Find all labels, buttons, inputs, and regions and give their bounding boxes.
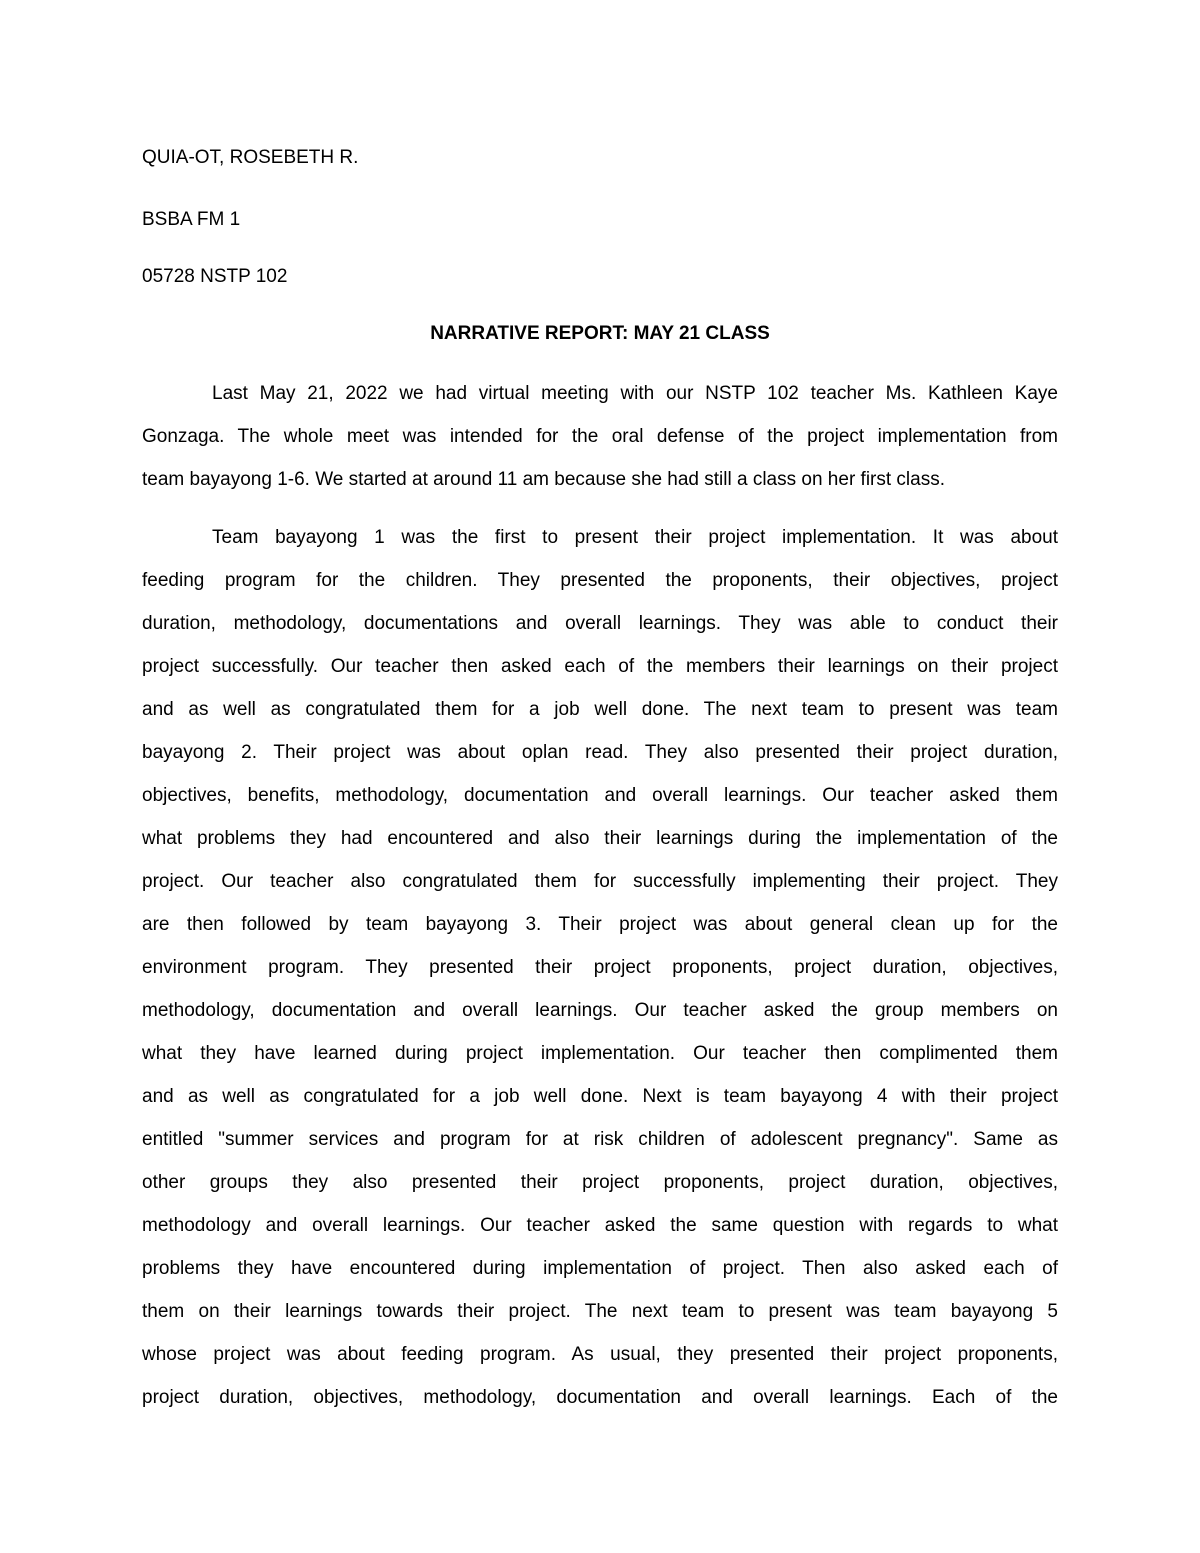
paragraph-line: other groups they also presented their project proponents, project duration, objectives, (142, 1172, 1058, 1193)
paragraph-line: and as well as congratulated them for a job well done. The next team to present was team (142, 699, 1058, 720)
paragraph-line: duration, methodology, documentations and overall learnings. They was able to conduct their (142, 613, 1058, 634)
paragraph-2 (142, 516, 1058, 1419)
paragraph-line: environment program. They presented their project proponents, project duration, objectives, (142, 957, 1058, 978)
paragraph-line: methodology and overall learnings. Our teacher asked the same question with regards to what (142, 1215, 1058, 1236)
paragraph-line: team bayayong 1-6. We started at around 11 am because she had still a class on her first class. (142, 469, 946, 490)
paragraph-line: problems they have encountered during implementation of project. Then also asked each of (142, 1258, 1058, 1279)
paragraph-line: bayayong 2. Their project was about oplan read. They also presented their project duration, (142, 742, 1058, 763)
paragraph-1 (142, 372, 1058, 501)
course-code: 05728 NSTP 102 (142, 266, 288, 287)
paragraph-line: Team bayayong 1 was the first to present their project implementation. It was about (212, 527, 1058, 548)
paragraph-line: are then followed by team bayayong 3. Their project was about general clean up for the (142, 914, 1058, 935)
paragraph-line: what they have learned during project implementation. Our teacher then complimented them (142, 1043, 1058, 1064)
paragraph-line: whose project was about feeding program. As usual, they presented their project proponents, (142, 1344, 1058, 1365)
paragraph-line: Last May 21, 2022 we had virtual meeting with our NSTP 102 teacher Ms. Kathleen Kaye (212, 383, 1058, 404)
report-title: NARRATIVE REPORT: MAY 21 CLASS (430, 323, 770, 344)
paragraph-line: project. Our teacher also congratulated them for successfully implementing their project. They (142, 871, 1058, 892)
paragraph-line: them on their learnings towards their project. The next team to present was team bayayong 5 (142, 1301, 1058, 1322)
paragraph-line: methodology, documentation and overall learnings. Our teacher asked the group members on (142, 1000, 1058, 1021)
paragraph-line: Gonzaga. The whole meet was intended for the oral defense of the project implementation from (142, 426, 1058, 447)
paragraph-line: objectives, benefits, methodology, documentation and overall learnings. Our teacher asked them (142, 785, 1058, 806)
paragraph-line: what problems they had encountered and also their learnings during the implementation of the (142, 828, 1058, 849)
paragraph-line: project successfully. Our teacher then asked each of the members their learnings on their project (142, 656, 1058, 677)
paragraph-line: entitled "summer services and program for at risk children of adolescent pregnancy". Same as (142, 1129, 1058, 1150)
student-program: BSBA FM 1 (142, 209, 241, 230)
paragraph-line: feeding program for the children. They presented the proponents, their objectives, project (142, 570, 1058, 591)
student-name: QUIA-OT, ROSEBETH R. (142, 147, 359, 168)
paragraph-line: project duration, objectives, methodology, documentation and overall learnings. Each of the (142, 1387, 1058, 1408)
paragraph-line: and as well as congratulated for a job well done. Next is team bayayong 4 with their project (142, 1086, 1058, 1107)
